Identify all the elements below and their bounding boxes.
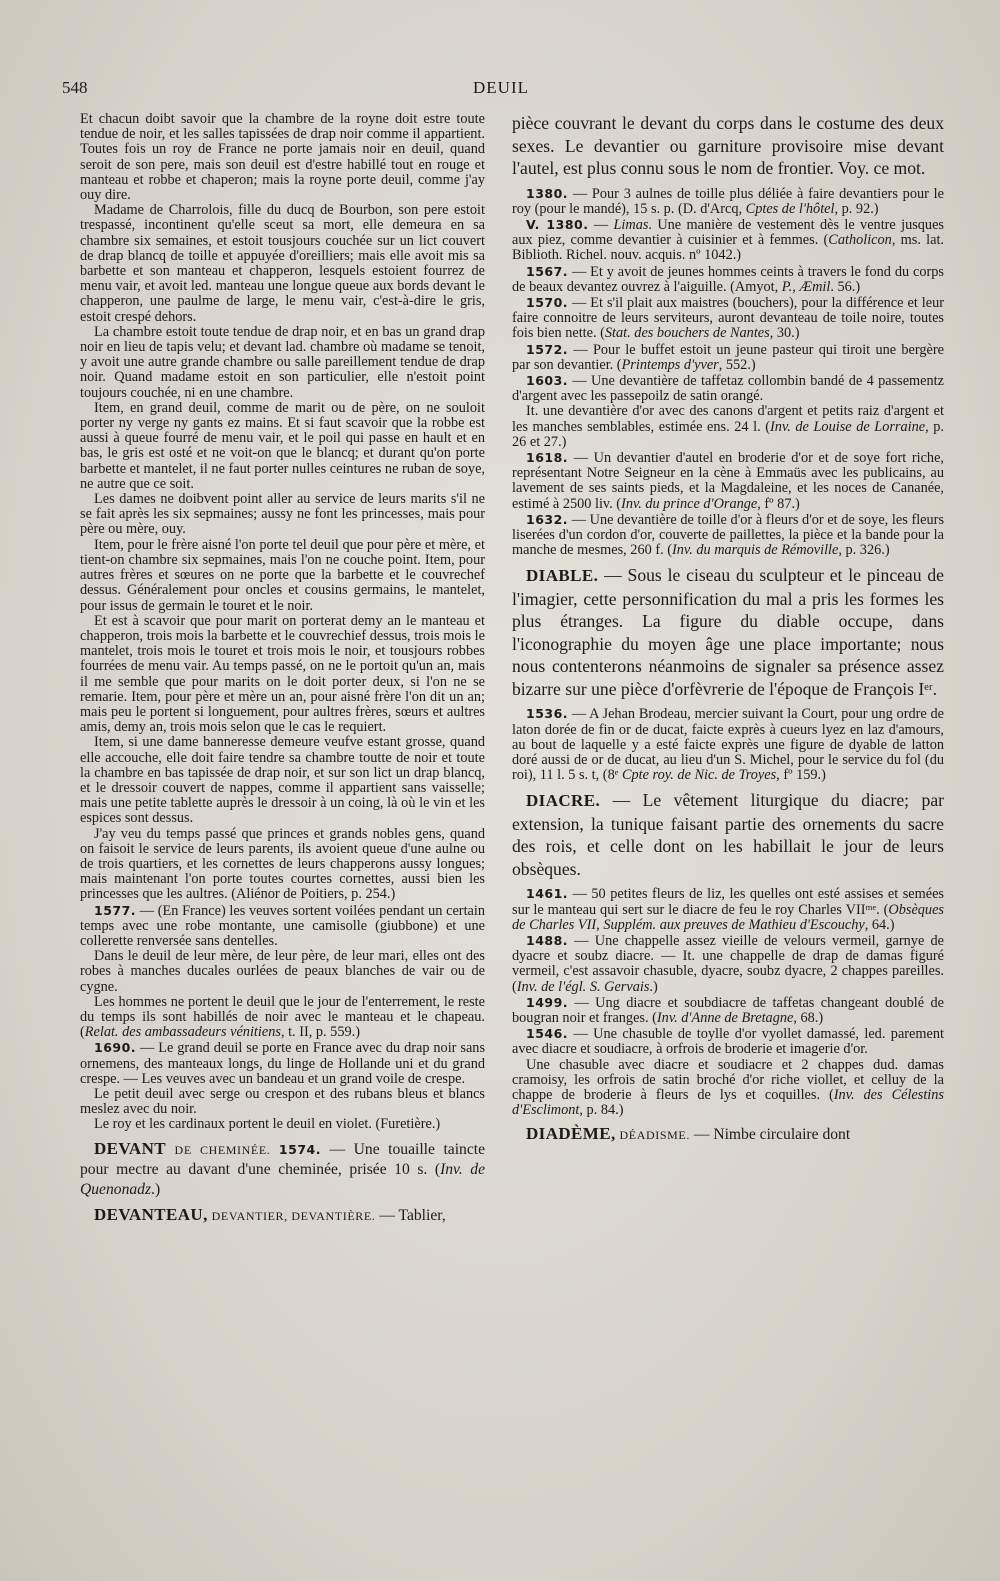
source-citation: Printemps d'yver xyxy=(621,356,719,373)
dated-entry xyxy=(512,933,944,995)
paragraph: J'ay veu du temps passé que princes et grands nobles gens, quand on faisoit le service de leurs parents, ils avoient queue d'une aulne ou de trois quartiers, et les cornettes de leurs chapperons aussy longues; mais maintenant l'on porte toutes courtes cornettes, aussi bien les princesses que les aultres. (Aliénor de Poitiers, p. 254.) xyxy=(80,825,485,903)
headword: DEVANTEAU, xyxy=(94,1205,208,1225)
paragraph: Le petit deuil avec serge ou crespon et des rubans bleus et blancs meslez avec du noir. xyxy=(80,1086,485,1118)
right-column xyxy=(512,112,944,1146)
entry-text: . 56.) xyxy=(830,278,861,295)
source-citation: Relat. des ambassadeurs vénitiens xyxy=(84,1024,281,1041)
entry-text: — Une chappelle assez vieille de velours vermeil, garnye de dyacre et soubz diacre. — It. une chappelle de drap de damas figuré vermeil, c'est assavoir chasuble, dyacre, soubz dyacre, 2 chappes pareilles. ( xyxy=(512,933,944,995)
entry-year: 1690. xyxy=(94,1040,137,1056)
dated-entry xyxy=(512,264,944,295)
headword-entry-devant xyxy=(80,1139,485,1200)
paragraph-text: Les hommes ne portent le deuil que le jour de l'enterrement, le reste du temps ils sont habillés de noir avec le manteau et le chapeau. ( xyxy=(80,993,485,1041)
entry-text: , ms. lat. Biblioth. Richel. nouv. acquis. nº 1042.) xyxy=(512,232,945,264)
paragraph-text: , t. II, p. 559.) xyxy=(280,1024,360,1041)
entry-year: 1570. xyxy=(526,294,569,310)
entry-text: It. une devantière d'or avec des canons d'argent et petits raiz d'argent et les manches semblables, estimée ens. 24 l. ( xyxy=(512,403,944,435)
page-number: 548 xyxy=(62,78,88,97)
entry-text: — Un devantier d'autel en broderie d'or et de soye fort riche, représentant Notre Seigneur en la cène à Emmaüs avec les publicains, au lavement de ses saints pieds, et la Magdaleine, et les noces de Cananée, estimé à 2500 liv. ( xyxy=(512,449,944,512)
entry-text: — Et s'il plait aux maistres (bouchers), pour la différence et leur faire connoitre de leurs serviteurs, auront devanteau de toile noire, toutes fois bien nette. ( xyxy=(512,294,944,342)
entry-text: — Et y avoit de jeunes hommes ceints à travers le fond du corps de beaux devantez ouvrez à l'aiguille. (Amyot, xyxy=(512,263,944,295)
entry-year: 1567. xyxy=(526,263,569,279)
paragraph: Et chacun doibt savoir que la chambre de la royne doit estre toute tendue de noir, et les salles tapissées de drap noir comme il appartient. Toutes fois un roy de France ne porte jamais noir en deuil, quand seroit de son pere, mais son deuil est d'estre habillé tout en rouge et manteau et robbe et chaperon; mais la royne porte deuil, comme j'ay ouy dire. xyxy=(80,111,485,204)
dated-entry xyxy=(512,186,944,217)
entry-year: 1380. xyxy=(526,185,569,201)
source-citation: Cpte roy. de Nic. de Troyes xyxy=(621,767,777,784)
headword: DIACRE. xyxy=(526,791,601,811)
entry-text: , p. 26 et 27.) xyxy=(512,418,945,450)
paragraph xyxy=(80,995,485,1041)
headword: DEVANT xyxy=(94,1138,166,1158)
entry-text: — A Jehan Brodeau, mercier suivant la Court, pour ung ordre de laton dorée de fin or de ducat, faicte exprès à cueurs lyez en laz d'amours, au bout de laquelle y a esté faicte exprès une figure de dyable de latton doré aussi de or de ducat, au lieu d'un S. Michel, pour le service du fol (du roi), 11 l. 5 s. t, (8ᵉ xyxy=(512,706,945,784)
entry-text: — Sous le ciseau du sculpteur et le pinceau de l'imagier, cette personnification du mal a pris les formes les plus étranges. La figure du diable occupe, dans l'iconographie du moyen âge une place importante; nous nous contenterons néanmoins de signaler sa présence assez bizarre sur une pièce d'orfèvrerie de l'époque de François Iᵉʳ. xyxy=(512,565,944,699)
paragraph xyxy=(512,404,944,450)
entry-text: — Pour 3 aulnes de toille plus déliée à faire devantiers pour le roy (pour le mandé), 15 s. p. (D. d'Arcq, xyxy=(512,185,944,217)
headword: DIADÈME, xyxy=(526,1124,616,1144)
entry-year: 1499. xyxy=(526,994,569,1010)
paragraph: Item, pour le frère aisné l'on porte tel deuil que pour père et mère, et tient-on chambre six sepmaines, mais l'on ne couche point. Item, pour autres frères et sœures on ne porte que la barbette et le couvrechef dessus. Généralement pour oncles et cousins germains, le mantelet, pour issus de germain le touret et le noir. xyxy=(80,536,485,614)
headword-entry-devanteau xyxy=(80,1205,485,1227)
entry-text: — Ung diacre et soubdiacre de taffetas changeant doublé de bougran noir et franges. ( xyxy=(512,994,944,1027)
headword-entry-diable xyxy=(512,564,944,700)
dated-entry xyxy=(512,373,944,404)
dated-entry xyxy=(512,295,944,342)
dated-entry xyxy=(512,706,944,783)
source-citation: P., Æmil xyxy=(781,278,831,295)
dated-entry xyxy=(80,1040,485,1087)
source-citation: Catholicon xyxy=(828,232,892,249)
dated-entry xyxy=(512,512,944,559)
paragraph xyxy=(512,1058,944,1119)
entry-text: , 30.) xyxy=(769,325,800,342)
entry-year: 1632. xyxy=(526,511,569,527)
headword-subtitle: DEVANTIER, DEVANTIÈRE. xyxy=(211,1209,376,1224)
paragraph: Item, en grand deuil, comme de marit ou de père, on ne souloit porter ny verge ny gants ez mains. Et si faut scavoir que la robbe est aussi à queue fourré de menu vair, et le poil qui passe en hault et en bas, le gris est osté et ne voit-on que le blancq; et durant qu'on porte barbette et mantelet, il ne faut porter nulles ceintures ne ruban de soye, ne autre que ce soit. xyxy=(80,399,485,492)
paragraph: Item, si une dame banneresse demeure veufve estant grosse, quand elle accouche, elle doit faire tendre sa chambre toutte de noir et toute la chambre en bas tapissée de drap noir, et sur son lict un drap blancq, et le dressoir couvert de nappes, comme il appartient sans vaisselle; mais une petite tablette auprès le dressoir à un coing, là où le vin et les espices sont dessus. xyxy=(80,734,485,827)
source-citation: Inv. de Quenonadz xyxy=(80,1161,485,1198)
dated-entry xyxy=(512,342,944,373)
page-header xyxy=(62,78,940,104)
entry-text: — Tablier, xyxy=(379,1207,446,1225)
entry-year: 1572. xyxy=(526,341,569,357)
headword-subtitle: DE CHEMINÉE. xyxy=(174,1142,271,1157)
entry-text: — (En France) les veuves sortent voilées pendant un certain temps avec une robe montante, une camisolle (giubbone) et une collerette renversée sans dentelles. xyxy=(80,902,486,949)
entry-text: — Une devantière de taffetaz collombin bandé de 4 passementz d'argent avec les passepoilz de satin orangé. xyxy=(512,372,944,405)
source-citation: Obsèques de Charles VII, Supplém. aux preuves de Mathieu d'Escouchy xyxy=(512,901,944,933)
entry-year: 1461. xyxy=(526,886,569,902)
entry-text: — Une chasuble de toylle d'or vyollet damassé, led. parement avec diacre et soudiacre, à orfrois de broderie et imagerie d'or. xyxy=(512,1026,944,1058)
entry-text: , 68.) xyxy=(793,1010,824,1027)
headword-entry-diademe xyxy=(512,1124,944,1146)
entry-text: , fº 87.) xyxy=(757,495,800,512)
source-citation: Cptes de l'hôtel xyxy=(745,200,835,217)
headword: DIABLE. xyxy=(526,566,599,586)
entry-year: V. 1380. xyxy=(526,216,589,232)
entry-text: , fº 159.) xyxy=(776,767,826,784)
entry-text: .) xyxy=(649,978,658,995)
entry-text: , 64.) xyxy=(864,916,895,933)
dated-entry xyxy=(512,217,944,264)
dated-entry xyxy=(512,995,944,1026)
entry-year: 1546. xyxy=(526,1026,569,1042)
entry-year: 1577. xyxy=(94,902,137,918)
source-citation: Inv. des Célestins d'Esclimont xyxy=(512,1087,944,1119)
left-column xyxy=(80,112,485,1227)
entry-text: — Une devantière de toille d'or à fleurs d'or et de soye, les fleurs liserées d'un cordon d'or, couverte de paillettes, la pièce et la bande pour la manche de mesmes, 260 f. ( xyxy=(512,511,945,559)
entry-text: — Le grand deuil se porte en France avec du drap noir sans ornemens, des manteaux longs, du linge de Hollande uni et du grand crespe. — Les veuves avec un bandeau et un grand voile de crespe. xyxy=(80,1040,486,1087)
headword-subtitle: DÉADISME. xyxy=(619,1128,690,1143)
paragraph: Le roy et les cardinaux portent le deuil en violet. (Furetière.) xyxy=(94,1116,441,1133)
paragraph: Madame de Charrolois, fille du ducq de Bourbon, son pere estoit trespassé, incontinent qu'elle sceut sa mort, elle demeura en sa chambre six semaines, et estoit tousjours couchée sur un lict couvert de drap blancq de toille et appuyée d'oreilliers; mais elle avoit mis sa barbette et son manteau et chapperon, lesquels estoient fourrez de menu vair, et avoit led. manteau une longue queue aux bords devant le chapperon, une paulme de large, le menu vair, c'est-à-dire le gris, estoit crespé dehors. xyxy=(80,202,485,325)
dated-entry xyxy=(80,903,485,950)
paragraph: Dans le deuil de leur mère, de leur père, de leur mari, elles ont des robes à manches ducales ourlées de peaux blanches de vair ou de cygne. xyxy=(80,948,485,995)
paragraph: Les dames ne doibvent point aller au service de leurs marits s'il ne se fait après les six sepmaines; aussy ne font les princesses, mais pour père ou mère, ouy. xyxy=(80,491,485,538)
entry-text: . Une manière de vestement dès le ventre jusques aux piez, comme devantier à cuisinier et à femmes. ( xyxy=(512,216,944,249)
entry-text: — Nimbe circulaire dont xyxy=(693,1126,851,1144)
paragraph: La chambre estoit toute tendue de drap noir, et en bas un grand drap noir en lieu de tapis velu; et devant lad. chambre où madame se tenoit, y avoit une autre grande chambre ou salle pareillement tendue de drap noir. Quand madame estoit en son particulier, elle n'estoit point toujours couchée, ni en une chambre. xyxy=(80,323,485,401)
entry-text: — Le vêtement liturgique du diacre; par extension, la tunique faisant partie des ornements du sacre des rois, et celle dont on les habillait le jour de leurs obsèques. xyxy=(512,790,944,879)
entry-year: 1603. xyxy=(526,372,569,388)
paragraph: pièce couvrant le devant du corps dans le costume des deux sexes. Le devantier ou garniture provisoire mise devant l'autel, est plus connu sous le nom de frontier. Voy. ce mot. xyxy=(512,113,944,178)
entry-year: 1536. xyxy=(526,706,569,722)
entry-term: Limas xyxy=(613,216,649,233)
entry-year: 1618. xyxy=(526,449,569,465)
entry-text: , p. 84.) xyxy=(579,1102,624,1119)
source-citation: Inv. de l'égl. S. Gervais xyxy=(516,978,650,995)
entry-text: — Une touaille taincte pour mectre au davant d'une cheminée, prisée 10 s. ( xyxy=(80,1140,486,1179)
dated-entry xyxy=(512,886,944,933)
source-citation: Inv. d'Anne de Bretagne xyxy=(656,1010,794,1027)
paragraph: Et est à scavoir que pour marit on porterat demy an le manteau et chapperon, trois mois la barbette et le couvrechief dessus, trois mois le mantelet, trois mois le touret et trois mois le noir, et tousjours robbes fourrées de menu vair. Au temps passé, on ne le portoit qu'un an, mais il me semble que pour marits on le doit porter deux, si l'on ne se remarie. Item, pour père et mère un an, pour aisné frère l'on dit un an; mais peu le portent si longuement, pour aultres frères, sœurs et aultres amis, demy an, trois mois selon que le cas le requiert. xyxy=(80,612,485,736)
source-citation: Stat. des bouchers de Nantes xyxy=(604,325,770,342)
source-citation: Inv. de Louise de Lorraine xyxy=(770,418,926,435)
entry-text: , 552.) xyxy=(718,356,756,373)
source-citation: Inv. du marquis de Rémoville xyxy=(672,542,839,559)
entry-year: 1574. xyxy=(278,1141,321,1157)
headword-entry-diacre xyxy=(512,789,944,880)
entry-text: — 50 petites fleurs de liz, les quelles ont esté assises et semées sur le manteau qui sert sur le diacre de feu le roy Charles VIIᵐᵉ. ( xyxy=(512,886,944,918)
source-citation: Inv. du prince d'Orange xyxy=(621,495,758,512)
running-head: DEUIL xyxy=(473,78,529,97)
dated-entry xyxy=(512,450,944,512)
entry-text: — Pour le buffet estoit un jeune pasteur qui tiroit une bergère par son devantier. ( xyxy=(512,341,944,373)
entry-text: — xyxy=(593,216,614,233)
entry-year: 1488. xyxy=(526,933,569,948)
entry-text: , p. 92.) xyxy=(834,200,879,217)
entry-text: Une chasuble avec diacre et soudiacre et 2 chappes dud. damas cramoisy, les orfrois de satin broché d'or riche viollet, et celluy de la chappe de broderie à fleurs de lys et coquilles. ( xyxy=(512,1056,944,1104)
dated-entry xyxy=(512,1026,944,1057)
entry-text: , p. 326.) xyxy=(838,542,890,559)
entry-text: .) xyxy=(151,1180,161,1198)
